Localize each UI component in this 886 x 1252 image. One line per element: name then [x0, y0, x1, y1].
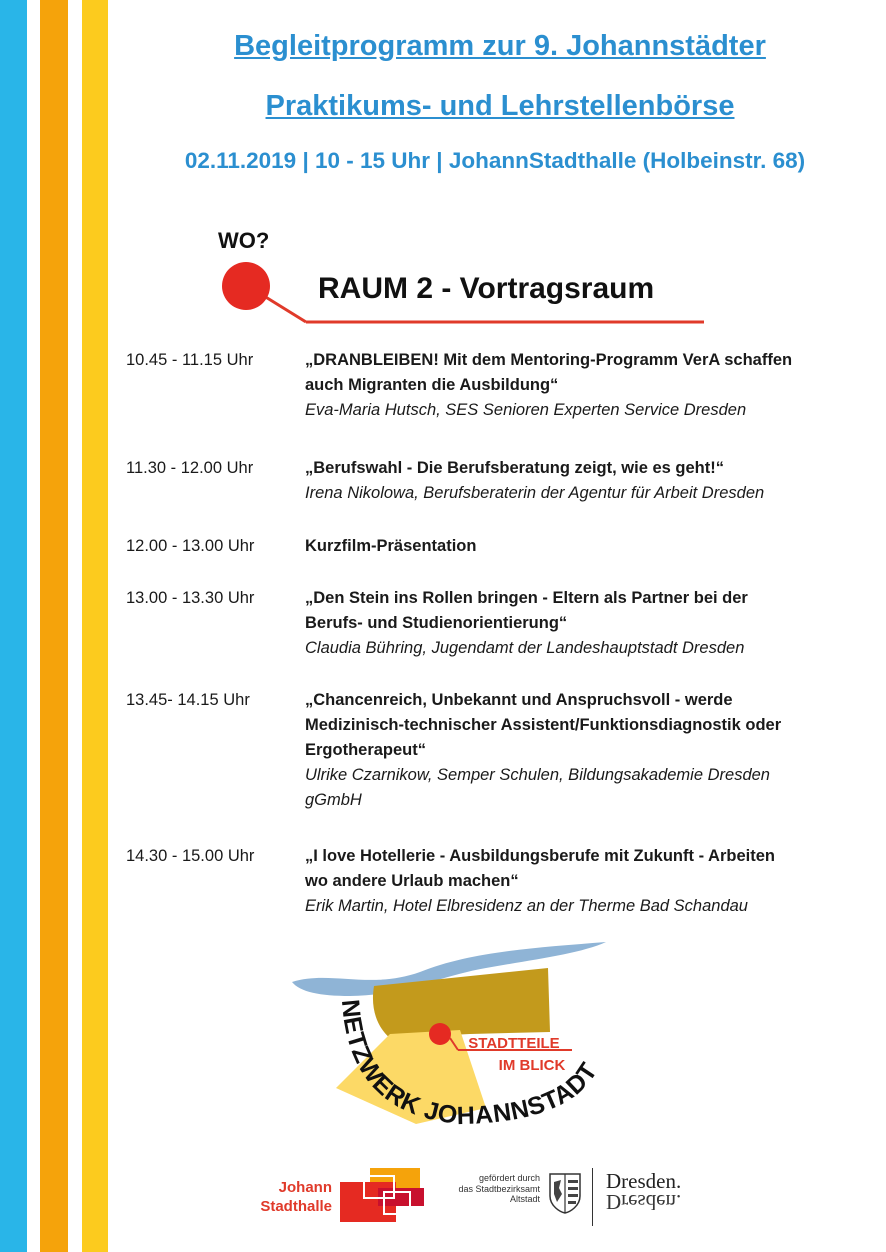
page-title-line2: Praktikums- und Lehrstellenbörse: [265, 90, 735, 122]
funded-line2: das Stadtbezirksamt: [458, 1183, 540, 1194]
netzwerk-johannstadt-logo: [290, 938, 610, 1138]
talk-title: „Chancenreich, Unbekannt und Anspruchsvoll - werde: [305, 691, 733, 709]
talk-title: „Berufswahl - Die Berufsberatung zeigt, wie es geht!“: [305, 459, 724, 477]
talk-title: Kurzfilm-Präsentation: [305, 537, 477, 555]
logo-tag-line2: IM BLICK: [498, 1057, 566, 1074]
logo-tag-line1: STADTTEILE: [468, 1035, 560, 1052]
johannstadthalle-logo-mark: [340, 1168, 424, 1222]
speaker: Eva-Maria Hutsch, SES Senioren Experten Service Dresden: [305, 401, 747, 419]
funded-line3: Altstadt: [509, 1194, 540, 1204]
entry-time: 13.45- 14.15 Uhr: [126, 691, 250, 709]
dresden-wordmark: Dresden.: [606, 1169, 682, 1193]
logo-divider: [592, 1168, 593, 1226]
jsh-line1: Johann: [278, 1179, 332, 1196]
talk-title: Ergotherapeut“: [305, 741, 427, 759]
event-date-location: 02.11.2019 | 10 - 15 Uhr | JohannStadthalle (Holbeinstr. 68): [184, 148, 806, 173]
talk-title: Medizinisch-technischer Assistent/Funktionsdiagnostik oder: [305, 716, 782, 734]
dresden-crest-icon: [548, 1172, 582, 1214]
page-title-line1: Begleitprogramm zur 9. Johannstädter: [234, 30, 766, 62]
where-label: WO?: [218, 228, 270, 253]
talk-title: „Den Stein ins Rollen bringen - Eltern als Partner bei der: [305, 589, 748, 607]
funded-line1: gefördert durch: [478, 1173, 540, 1183]
logo-arc-textpath: NETZWERK JOHANNSTADT: [335, 998, 604, 1131]
entry-time: 13.00 - 13.30 Uhr: [126, 589, 255, 607]
speaker: Claudia Bühring, Jugendamt der Landeshauptstadt Dresden: [305, 639, 745, 657]
talk-title: „I love Hotellerie - Ausbildungsberufe mit Zukunft - Arbeiten: [305, 847, 775, 865]
speaker: Ulrike Czarnikow, Semper Schulen, Bildungsakademie Dresden: [305, 766, 770, 784]
yellow-stripe: [82, 0, 108, 1252]
speaker: gGmbH: [305, 791, 362, 809]
speaker: Irena Nikolowa, Berufsberaterin der Agentur für Arbeit Dresden: [305, 484, 765, 502]
johannstadthalle-logo-text: [240, 1178, 332, 1216]
dresden-wordmark-reflection: Dresden.: [606, 1190, 682, 1214]
entry-time: 10.45 - 11.15 Uhr: [126, 351, 254, 369]
room-name: RAUM 2 - Vortragsraum: [318, 272, 655, 305]
orange-stripe: [40, 0, 68, 1252]
talk-title: auch Migranten die Ausbildung“: [305, 376, 559, 394]
blue-stripe: [0, 0, 27, 1252]
talk-title: wo andere Urlaub machen“: [305, 872, 519, 890]
speaker: Erik Martin, Hotel Elbresidenz an der Therme Bad Schandau: [305, 897, 748, 915]
logo-dot: [429, 1023, 451, 1045]
jsh-line2: Stadthalle: [260, 1198, 332, 1215]
entry-time: 14.30 - 15.00 Uhr: [126, 847, 255, 865]
funding-note: [448, 1173, 540, 1205]
entry-time: 11.30 - 12.00 Uhr: [126, 459, 254, 477]
talk-title: „DRANBLEIBEN! Mit dem Mentoring-Programm VerA schaffen: [305, 351, 793, 369]
entry-time: 12.00 - 13.00 Uhr: [126, 537, 255, 555]
talk-title: Berufs- und Studienorientierung“: [305, 614, 568, 632]
